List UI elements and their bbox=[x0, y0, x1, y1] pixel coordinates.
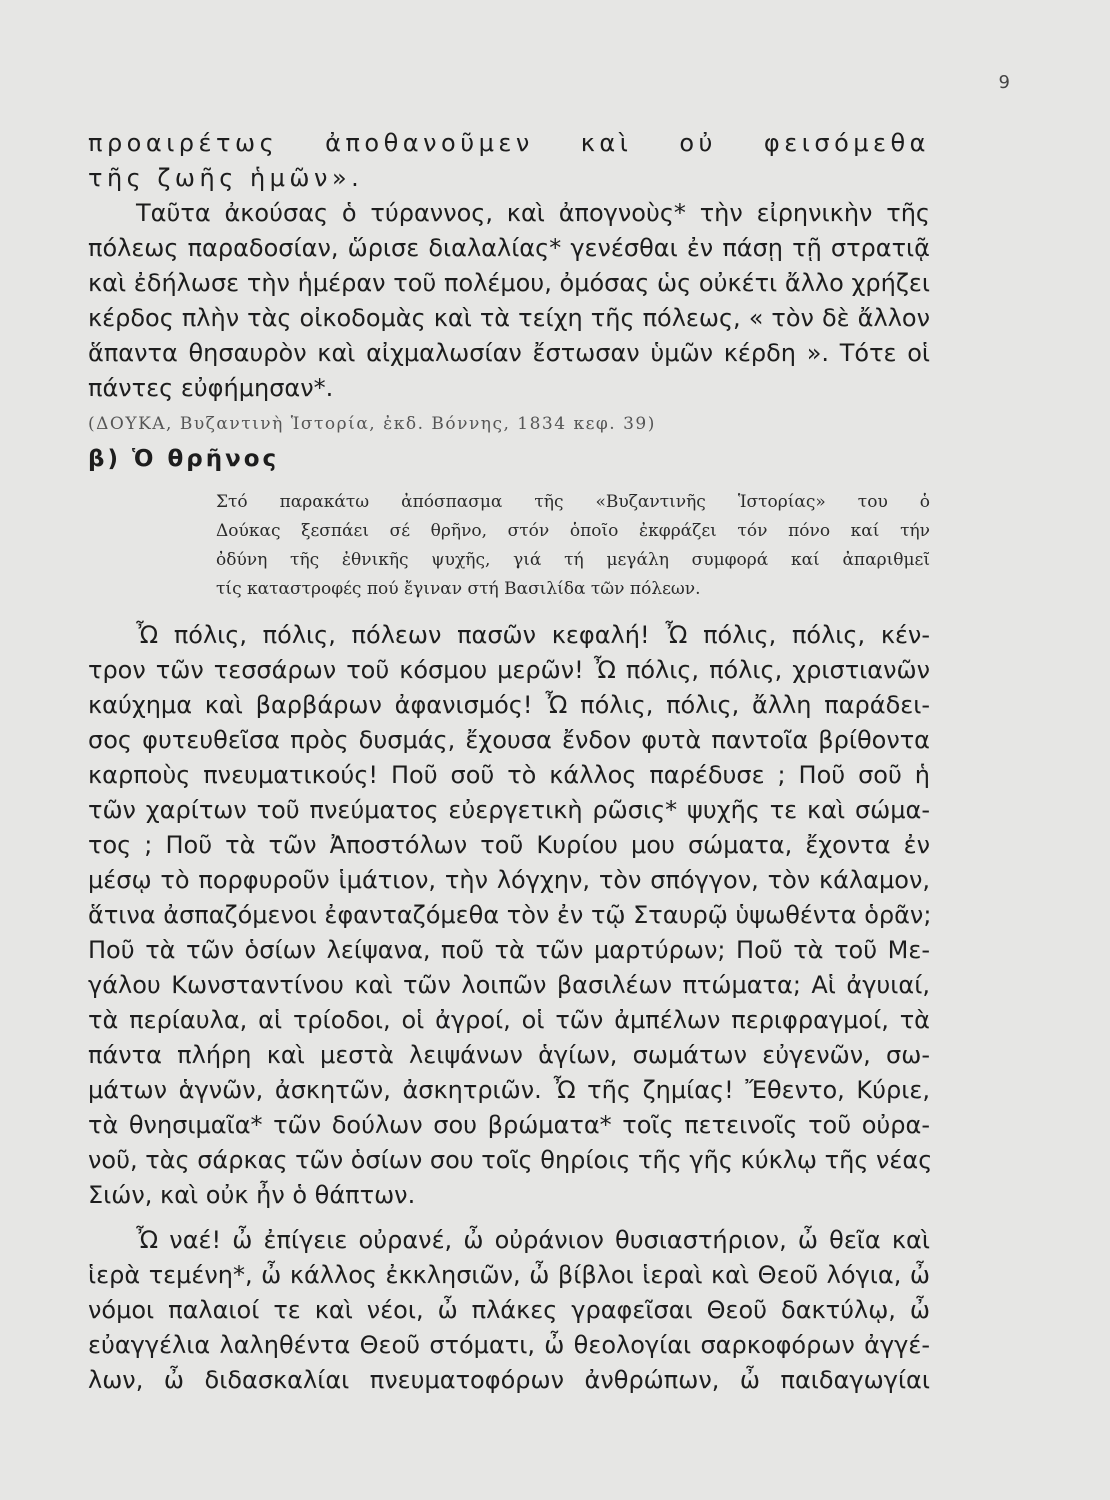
text-line: τος ; Ποῦ τὰ τῶν Ἀποστόλων τοῦ Κυρίου μου σώματα, ἔχοντα ἐν bbox=[88, 831, 930, 859]
page-number: 9 bbox=[998, 72, 1010, 93]
text-line: προαιρέτως ἀποθανοῦμεν καὶ οὐ φεισόμεθα bbox=[88, 129, 930, 157]
intro-line: τίς καταστροφές πού ἔγιναν στή Βασιλίδα τῶν πόλεων. bbox=[216, 579, 701, 599]
citation: (ΔΟΥΚΑ, Βυζαντινὴ Ἱστορία, ἐκδ. Βόννης, 1834 κεφ. 39) bbox=[88, 414, 656, 434]
text-line: Σιών, καὶ οὐκ ἦν ὁ θάπτων. bbox=[88, 1181, 416, 1209]
intro-line: ὀδύνη τῆς ἐθνικῆς ψυχῆς, γιά τή μεγάλη συμφορά καί ἀπαριθμεῖ bbox=[216, 550, 930, 570]
text-line: ἱερὰ τεμένη*, ὦ κάλλος ἐκκλησιῶν, ὦ βίβλοι ἱεραὶ καὶ Θεοῦ λόγια, ὦ bbox=[88, 1261, 930, 1289]
intro-line: Δούκας ξεσπάει σέ θρῆνο, στόν ὁποῖο ἐκφράζει τόν πόνο καί τήν bbox=[216, 521, 930, 541]
text-line: καὶ ἐδήλωσε τὴν ἡμέραν τοῦ πολέμου, ὀμόσας ὡς οὐκέτι ἄλλο χρήζει bbox=[88, 269, 930, 297]
text-line: μάτων ἁγνῶν, ἀσκητῶν, ἀσκητριῶν. Ὦ τῆς ζημίας! Ἔθεντο, Κύριε, bbox=[88, 1076, 930, 1104]
text-line: Ὦ πόλις, πόλις, πόλεων πασῶν κεφαλή! Ὦ πόλις, πόλις, κέν- bbox=[136, 621, 930, 649]
text-line: νόμοι παλαιοί τε καὶ νέοι, ὦ πλάκες γραφεῖσαι Θεοῦ δακτύλῳ, ὦ bbox=[88, 1296, 930, 1324]
text-line: πόλεως παραδοσίαν, ὥρισε διαλαλίας* γενέσθαι ἐν πάσῃ τῇ στρατιᾷ bbox=[88, 234, 930, 262]
text-line: ἅπαντα θησαυρὸν καὶ αἰχμαλωσίαν ἔστωσαν ὑμῶν κέρδη ». Τότε οἱ bbox=[88, 339, 930, 367]
intro-line: Στό παρακάτω ἀπόσπασμα τῆς «Βυζαντινῆς Ἱστορίας» του ὁ bbox=[216, 492, 930, 512]
text-line: λων, ὦ διδασκαλίαι πνευματοφόρων ἀνθρώπων, ὦ παιδαγωγίαι bbox=[88, 1366, 930, 1394]
text-line: Ταῦτα ἀκούσας ὁ τύραννος, καὶ ἀπογνοὺς* τὴν εἰρηνικὴν τῆς bbox=[136, 199, 930, 227]
text-line: τρον τῶν τεσσάρων τοῦ κόσμου μερῶν! Ὦ πόλις, πόλις, χριστιανῶν bbox=[88, 656, 930, 684]
text-line: νοῦ, τὰς σάρκας τῶν ὁσίων σου τοῖς θηρίοις τῆς γῆς κύκλῳ τῆς νέας bbox=[88, 1146, 933, 1174]
text-line: σος φυτευθεῖσα πρὸς δυσμάς, ἔχουσα ἔνδον φυτὰ παντοῖα βρίθοντα bbox=[88, 726, 930, 754]
paragraph-gap bbox=[88, 1213, 930, 1223]
section-heading: β) Ὁ θρῆνος bbox=[88, 446, 280, 472]
text-line: πάντα πλήρη καὶ μεστὰ λειψάνων ἁγίων, σωμάτων εὐγενῶν, σω- bbox=[88, 1041, 930, 1069]
text-line: ἅτινα ἀσπαζόμενοι ἐφανταζόμεθα τὸν ἐν τῷ Σταυρῷ ὑψωθέντα ὁρᾶν; bbox=[88, 901, 932, 929]
section-intro bbox=[216, 488, 930, 604]
text-line: εὐαγγέλια λαληθέντα Θεοῦ στόματι, ὦ θεολογίαι σαρκοφόρων ἀγγέ- bbox=[88, 1331, 930, 1359]
text-line: τῆς ζωῆς ἡμῶν». bbox=[88, 164, 364, 192]
text-line: μέσῳ τὸ πορφυροῦν ἱμάτιον, τὴν λόγχην, τὸν σπόγγον, τὸν κάλαμον, bbox=[88, 866, 930, 894]
text-line: τῶν χαρίτων τοῦ πνεύματος εὐεργετικὴ ρῶσις* ψυχῆς τε καὶ σώμα- bbox=[88, 796, 930, 824]
text-line: γάλου Κωνσταντίνου καὶ τῶν λοιπῶν βασιλέων πτώματα; Αἱ ἀγυιαί, bbox=[88, 971, 930, 999]
text-line: Ὦ ναέ! ὦ ἐπίγειε οὐρανέ, ὦ οὐράνιον θυσιαστήριον, ὦ θεῖα καὶ bbox=[136, 1226, 930, 1254]
text-line: καύχημα καὶ βαρβάρων ἀφανισμός! Ὦ πόλις, πόλις, ἄλλη παράδει- bbox=[88, 691, 930, 719]
text-line: Ποῦ τὰ τῶν ὁσίων λείψανα, ποῦ τὰ τῶν μαρτύρων; Ποῦ τὰ τοῦ Με- bbox=[88, 936, 930, 964]
text-line: τὰ θνησιμαῖα* τῶν δούλων σου βρώματα* τοῖς πετεινοῖς τοῦ οὐρα- bbox=[88, 1111, 930, 1139]
page-text bbox=[88, 126, 933, 1398]
text-line: κέρδος πλὴν τὰς οἰκοδομὰς καὶ τὰ τείχη τῆς πόλεως, « τὸν δὲ ἄλλον bbox=[88, 304, 930, 332]
text-line: τὰ περίαυλα, αἱ τρίοδοι, οἱ ἀγροί, οἱ τῶν ἀμπέλων περιφραγμοί, τὰ bbox=[88, 1006, 930, 1034]
text-line: πάντες εὐφήμησαν*. bbox=[88, 374, 334, 402]
text-line: καρποὺς πνευματικούς! Ποῦ σοῦ τὸ κάλλος παρέδυσε ; Ποῦ σοῦ ἡ bbox=[88, 761, 930, 789]
